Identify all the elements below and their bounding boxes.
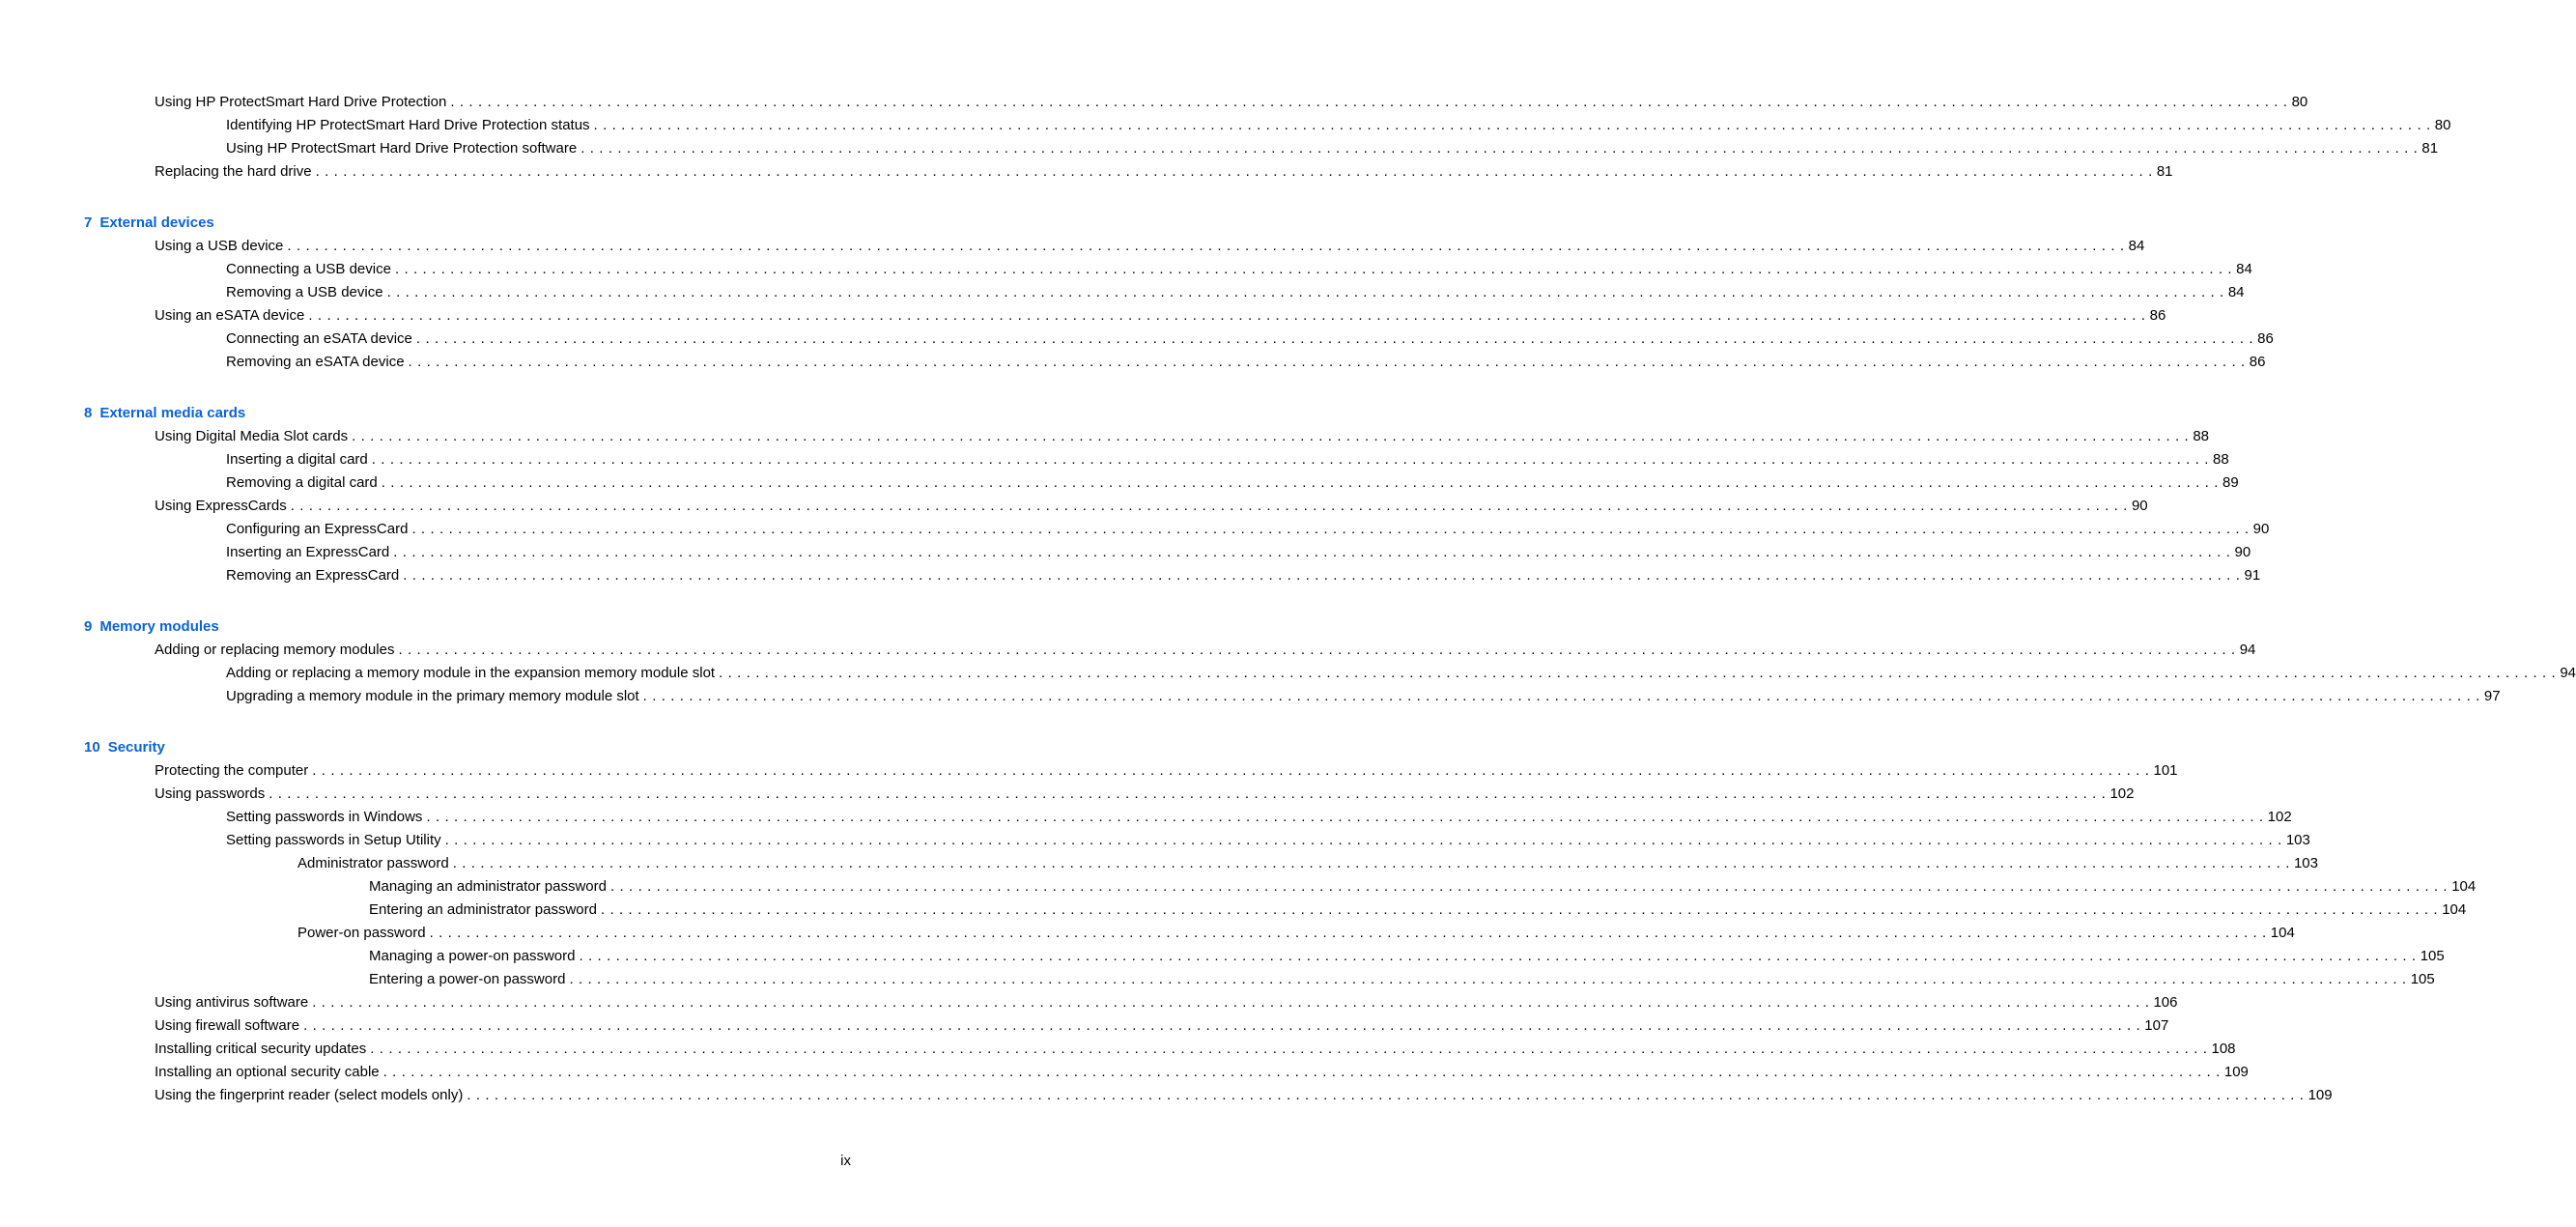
- toc-entry-page: 94: [2239, 642, 2256, 658]
- chapter-title: Security: [107, 739, 165, 756]
- toc-entry[interactable]: [369, 900, 2467, 920]
- toc-entry-title: Adding or replacing a memory module in the expansion memory module slot: [226, 665, 716, 681]
- chapter-number: 10: [84, 739, 100, 756]
- toc-entry-page: 107: [2144, 1017, 2169, 1034]
- dot-leader: . . . . . . . . . . . . . . . . . . . . . . . . . . . . . . . . . . . . . . . . . . . . . . . . . . . . . . . . . . . . . . . . . . . . . . . . . . . . . . . . . . . . . . . . . . . . . . . . . . . . . . . . . . . . . . . . . . . . . . . . . . . . . . . . . . . . . . . . . . . . . . . . . . . . . . . . . . . . . . . . . . . . . . . . . . . . . . . . . . . . . . . . . . . . . . . . . . . . . . . .: [381, 474, 2219, 491]
- dot-leader: . . . . . . . . . . . . . . . . . . . . . . . . . . . . . . . . . . . . . . . . . . . . . . . . . . . . . . . . . . . . . . . . . . . . . . . . . . . . . . . . . . . . . . . . . . . . . . . . . . . . . . . . . . . . . . . . . . . . . . . . . . . . . . . . . . . . . . . . . . . . . . . . . . . . . . . . . . . . . . . . . . . . . . . . . . . . . . . . . . . . . . . . . . . . . . . . . . . . . . . .: [408, 354, 2246, 370]
- toc-entry-title: Setting passwords in Setup Utility: [226, 832, 441, 848]
- toc-entry-page: 90: [2234, 544, 2251, 560]
- toc-entry-title: Installing an optional security cable: [155, 1064, 380, 1080]
- dot-leader: . . . . . . . . . . . . . . . . . . . . . . . . . . . . . . . . . . . . . . . . . . . . . . . . . . . . . . . . . . . . . . . . . . . . . . . . . . . . . . . . . . . . . . . . . . . . . . . . . . . . . . . . . . . . . . . . . . . . . . . . . . . . . . . . . . . . . . . . . . . . . . . . . . . . . . . . . . . . . . . . . . . . . . . . . . . . . . . . . . . . . . . . . . . . . . . . . . . . . . . .: [303, 1017, 2141, 1034]
- toc-entry-page: 94: [2560, 665, 2576, 681]
- toc-entry[interactable]: [226, 329, 2274, 349]
- toc-entry[interactable]: [226, 566, 2261, 585]
- toc-entry[interactable]: [155, 785, 2135, 804]
- toc-entry[interactable]: [155, 93, 2308, 112]
- toc-entry-title: Managing a power-on password: [369, 948, 576, 964]
- toc-entry-page: 91: [2244, 567, 2261, 584]
- toc-entry[interactable]: [155, 1016, 2169, 1036]
- toc-entry-page: 103: [2293, 855, 2318, 871]
- dot-leader: . . . . . . . . . . . . . . . . . . . . . . . . . . . . . . . . . . . . . . . . . . . . . . . . . . . . . . . . . . . . . . . . . . . . . . . . . . . . . . . . . . . . . . . . . . . . . . . . . . . . . . . . . . . . . . . . . . . . . . . . . . . . . . . . . . . . . . . . . . . . . . . . . . . . . . . . . . . . . . . . . . . . . . . . . . . . . . . . . . . . . . . . . . . . . . . . . . . . . . . .: [371, 451, 2209, 468]
- toc-entry-title: Entering an administrator password: [369, 901, 597, 918]
- chapter-heading[interactable]: [84, 738, 165, 757]
- toc-entry-title: Removing an eSATA device: [226, 354, 405, 370]
- toc-entry-page: 86: [2257, 330, 2274, 347]
- toc-entry-title: Administrator password: [297, 855, 449, 871]
- chapter-heading[interactable]: [84, 404, 245, 423]
- toc-entry-page: 108: [2211, 1041, 2236, 1057]
- toc-entry[interactable]: [369, 947, 2445, 966]
- toc-entry-page: 102: [2267, 809, 2292, 825]
- toc-entry[interactable]: [155, 237, 2145, 256]
- toc-entry-title: Using firewall software: [155, 1017, 300, 1034]
- dot-leader: . . . . . . . . . . . . . . . . . . . . . . . . . . . . . . . . . . . . . . . . . . . . . . . . . . . . . . . . . . . . . . . . . . . . . . . . . . . . . . . . . . . . . . . . . . . . . . . . . . . . . . . . . . . . . . . . . . . . . . . . . . . . . . . . . . . . . . . . . . . . . . . . . . . . . . . . . . . . . . . . . . . . . . . . . . . . . . . . . . . . . . . . . . . . . . . . . . . . . . . .: [352, 428, 2190, 444]
- dot-leader: . . . . . . . . . . . . . . . . . . . . . . . . . . . . . . . . . . . . . . . . . . . . . . . . . . . . . . . . . . . . . . . . . . . . . . . . . . . . . . . . . . . . . . . . . . . . . . . . . . . . . . . . . . . . . . . . . . . . . . . . . . . . . . . . . . . . . . . . . . . . . . . . . . . . . . . . . . . . . . . . . . . . . . . . . . . . . . . . . . . . . . . . . . . . . . . . . . . . . . . .: [403, 567, 2241, 584]
- toc-entry-title: Setting passwords in Windows: [226, 809, 423, 825]
- dot-leader: . . . . . . . . . . . . . . . . . . . . . . . . . . . . . . . . . . . . . . . . . . . . . . . . . . . . . . . . . . . . . . . . . . . . . . . . . . . . . . . . . . . . . . . . . . . . . . . . . . . . . . . . . . . . . . . . . . . . . . . . . . . . . . . . . . . . . . . . . . . . . . . . . . . . . . . . . . . . . . . . . . . . . . . . . . . . . . . . . . . . . . . . . . . . . . . . . . . . . . . .: [450, 94, 2288, 110]
- dot-leader: . . . . . . . . . . . . . . . . . . . . . . . . . . . . . . . . . . . . . . . . . . . . . . . . . . . . . . . . . . . . . . . . . . . . . . . . . . . . . . . . . . . . . . . . . . . . . . . . . . . . . . . . . . . . . . . . . . . . . . . . . . . . . . . . . . . . . . . . . . . . . . . . . . . . . . . . . . . . . . . . . . . . . . . . . . . . . . . . . . . . . . . . . . . . . . . . . . . . . . . .: [394, 261, 2233, 277]
- toc-entry-page: 84: [2128, 238, 2145, 254]
- toc-entry-title: Using the fingerprint reader (select models only): [155, 1087, 464, 1103]
- dot-leader: . . . . . . . . . . . . . . . . . . . . . . . . . . . . . . . . . . . . . . . . . . . . . . . . . . . . . . . . . . . . . . . . . . . . . . . . . . . . . . . . . . . . . . . . . . . . . . . . . . . . . . . . . . . . . . . . . . . . . . . . . . . . . . . . . . . . . . . . . . . . . . . . . . . . . . . . . . . . . . . . . . . . . . . . . . . . . . . . . . . . . . . . . . . . . . . . . . . . . . . .: [444, 832, 2282, 848]
- dot-leader: . . . . . . . . . . . . . . . . . . . . . . . . . . . . . . . . . . . . . . . . . . . . . . . . . . . . . . . . . . . . . . . . . . . . . . . . . . . . . . . . . . . . . . . . . . . . . . . . . . . . . . . . . . . . . . . . . . . . . . . . . . . . . . . . . . . . . . . . . . . . . . . . . . . . . . . . . . . . . . . . . . . . . . . . . . . . . . . . . . . . . . . . . . . . . . . . . . . . . . . .: [269, 785, 2107, 802]
- dot-leader: . . . . . . . . . . . . . . . . . . . . . . . . . . . . . . . . . . . . . . . . . . . . . . . . . . . . . . . . . . . . . . . . . . . . . . . . . . . . . . . . . . . . . . . . . . . . . . . . . . . . . . . . . . . . . . . . . . . . . . . . . . . . . . . . . . . . . . . . . . . . . . . . . . . . . . . . . . . . . . . . . . . . . . . . . . . . . . . . . . . . . . . . . . . . . . . . . . . . . . . .: [308, 307, 2146, 324]
- toc-entry[interactable]: [155, 306, 2166, 326]
- dot-leader: . . . . . . . . . . . . . . . . . . . . . . . . . . . . . . . . . . . . . . . . . . . . . . . . . . . . . . . . . . . . . . . . . . . . . . . . . . . . . . . . . . . . . . . . . . . . . . . . . . . . . . . . . . . . . . . . . . . . . . . . . . . . . . . . . . . . . . . . . . . . . . . . . . . . . . . . . . . . . . . . . . . . . . . . . . . . . . . . . . . . . . . . . . . . . . . . . . . . . . . .: [382, 1064, 2221, 1080]
- toc-entry-page: 81: [2156, 163, 2173, 180]
- dot-leader: . . . . . . . . . . . . . . . . . . . . . . . . . . . . . . . . . . . . . . . . . . . . . . . . . . . . . . . . . . . . . . . . . . . . . . . . . . . . . . . . . . . . . . . . . . . . . . . . . . . . . . . . . . . . . . . . . . . . . . . . . . . . . . . . . . . . . . . . . . . . . . . . . . . . . . . . . . . . . . . . . . . . . . . . . . . . . . . . . . . . . . . . . . . . . . . . . . . . . . . .: [600, 901, 2439, 918]
- toc-entry-title: Removing a digital card: [226, 474, 378, 491]
- toc-entry[interactable]: [226, 831, 2310, 850]
- chapter-heading[interactable]: [84, 214, 214, 233]
- toc-entry-page: 86: [2149, 307, 2166, 324]
- dot-leader: . . . . . . . . . . . . . . . . . . . . . . . . . . . . . . . . . . . . . . . . . . . . . . . . . . . . . . . . . . . . . . . . . . . . . . . . . . . . . . . . . . . . . . . . . . . . . . . . . . . . . . . . . . . . . . . . . . . . . . . . . . . . . . . . . . . . . . . . . . . . . . . . . . . . . . . . . . . . . . . . . . . . . . . . . . . . . . . . . . . . . . . . . . . . . . . . . . . . . . . .: [429, 925, 2267, 941]
- toc-entry[interactable]: [155, 1040, 2236, 1059]
- toc-entry-page: 80: [2434, 117, 2451, 133]
- toc-entry-page: 88: [2193, 428, 2210, 444]
- dot-leader: . . . . . . . . . . . . . . . . . . . . . . . . . . . . . . . . . . . . . . . . . . . . . . . . . . . . . . . . . . . . . . . . . . . . . . . . . . . . . . . . . . . . . . . . . . . . . . . . . . . . . . . . . . . . . . . . . . . . . . . . . . . . . . . . . . . . . . . . . . . . . . . . . . . . . . . . . . . . . . . . . . . . . . . . . . . . . . . . . . . . . . . . . . . . . . . . . . . . . . . .: [315, 163, 2153, 180]
- toc-entry-title: Removing an ExpressCard: [226, 567, 400, 584]
- toc-entry-title: Replacing the hard drive: [155, 163, 312, 180]
- page-number: ix: [840, 1153, 851, 1169]
- toc-entry-page: 90: [2131, 498, 2148, 514]
- toc-entry-page: 104: [2442, 901, 2467, 918]
- toc-entry-title: Using ExpressCards: [155, 498, 287, 514]
- chapter-title: External devices: [99, 214, 214, 231]
- dot-leader: . . . . . . . . . . . . . . . . . . . . . . . . . . . . . . . . . . . . . . . . . . . . . . . . . . . . . . . . . . . . . . . . . . . . . . . . . . . . . . . . . . . . . . . . . . . . . . . . . . . . . . . . . . . . . . . . . . . . . . . . . . . . . . . . . . . . . . . . . . . . . . . . . . . . . . . . . . . . . . . . . . . . . . . . . . . . . . . . . . . . . . . . . . . . . . . . . . . . . . . .: [386, 284, 2224, 300]
- toc-entry[interactable]: [297, 854, 2318, 873]
- toc-entry[interactable]: [155, 993, 2178, 1013]
- toc-entry[interactable]: [155, 162, 2173, 182]
- chapter-heading[interactable]: [84, 617, 219, 637]
- toc-entry-page: 105: [2410, 971, 2435, 987]
- toc-entry-title: Using antivirus software: [155, 994, 309, 1011]
- toc-entry-page: 86: [2249, 354, 2266, 370]
- dot-leader: . . . . . . . . . . . . . . . . . . . . . . . . . . . . . . . . . . . . . . . . . . . . . . . . . . . . . . . . . . . . . . . . . . . . . . . . . . . . . . . . . . . . . . . . . . . . . . . . . . . . . . . . . . . . . . . . . . . . . . . . . . . . . . . . . . . . . . . . . . . . . . . . . . . . . . . . . . . . . . . . . . . . . . . . . . . . . . . . . . . . . . . . . . . . . . . . . . . . . . . .: [569, 971, 2407, 987]
- chapter-number: 8: [84, 405, 93, 421]
- dot-leader: . . . . . . . . . . . . . . . . . . . . . . . . . . . . . . . . . . . . . . . . . . . . . . . . . . . . . . . . . . . . . . . . . . . . . . . . . . . . . . . . . . . . . . . . . . . . . . . . . . . . . . . . . . . . . . . . . . . . . . . . . . . . . . . . . . . . . . . . . . . . . . . . . . . . . . . . . . . . . . . . . . . . . . . . . . . . . . . . . . . . . . . . . . . . . . . . . . . . . . . .: [426, 809, 2264, 825]
- toc-entry[interactable]: [226, 353, 2266, 372]
- toc-entry-title: Connecting an eSATA device: [226, 330, 412, 347]
- dot-leader: . . . . . . . . . . . . . . . . . . . . . . . . . . . . . . . . . . . . . . . . . . . . . . . . . . . . . . . . . . . . . . . . . . . . . . . . . . . . . . . . . . . . . . . . . . . . . . . . . . . . . . . . . . . . . . . . . . . . . . . . . . . . . . . . . . . . . . . . . . . . . . . . . . . . . . . . . . . . . . . . . . . . . . . . . . . . . . . . . . . . . . . . . . . . . . . . . . . . . . . .: [393, 544, 2231, 560]
- dot-leader: . . . . . . . . . . . . . . . . . . . . . . . . . . . . . . . . . . . . . . . . . . . . . . . . . . . . . . . . . . . . . . . . . . . . . . . . . . . . . . . . . . . . . . . . . . . . . . . . . . . . . . . . . . . . . . . . . . . . . . . . . . . . . . . . . . . . . . . . . . . . . . . . . . . . . . . . . . . . . . . . . . . . . . . . . . . . . . . . . . . . . . . . . . . . . . . . . . . . . . . .: [467, 1087, 2305, 1103]
- toc-entry[interactable]: [155, 497, 2148, 516]
- toc-entry-title: Using Digital Media Slot cards: [155, 428, 349, 444]
- toc-entry-page: 90: [2252, 521, 2270, 537]
- chapter-title: Memory modules: [99, 618, 219, 635]
- toc-entry[interactable]: [226, 687, 2501, 706]
- toc-entry-page: 80: [2291, 94, 2308, 110]
- toc-entry[interactable]: [226, 543, 2251, 562]
- toc-entry-page: 104: [2451, 878, 2477, 895]
- toc-entry-page: 109: [2307, 1087, 2333, 1103]
- toc-entry[interactable]: [155, 641, 2256, 660]
- toc-entry-title: Using an eSATA device: [155, 307, 305, 324]
- toc-entry-title: Power-on password: [297, 925, 426, 941]
- toc-entry[interactable]: [226, 283, 2245, 302]
- toc-entry[interactable]: [226, 116, 2451, 135]
- toc-entry[interactable]: [369, 970, 2435, 989]
- toc-entry[interactable]: [226, 473, 2239, 493]
- toc-entry[interactable]: [155, 761, 2178, 781]
- toc-entry-page: 88: [2212, 451, 2229, 468]
- toc-entry[interactable]: [226, 520, 2270, 539]
- toc-entry-title: Entering a power-on password: [369, 971, 566, 987]
- dot-leader: . . . . . . . . . . . . . . . . . . . . . . . . . . . . . . . . . . . . . . . . . . . . . . . . . . . . . . . . . . . . . . . . . . . . . . . . . . . . . . . . . . . . . . . . . . . . . . . . . . . . . . . . . . . . . . . . . . . . . . . . . . . . . . . . . . . . . . . . . . . . . . . . . . . . . . . . . . . . . . . . . . . . . . . . . . . . . . . . . . . . . . . . . . . . . . . . . . . . . . . .: [719, 665, 2557, 681]
- toc-entry-title: Using HP ProtectSmart Hard Drive Protection software: [226, 140, 578, 157]
- toc-entry-title: Using a USB device: [155, 238, 284, 254]
- dot-leader: . . . . . . . . . . . . . . . . . . . . . . . . . . . . . . . . . . . . . . . . . . . . . . . . . . . . . . . . . . . . . . . . . . . . . . . . . . . . . . . . . . . . . . . . . . . . . . . . . . . . . . . . . . . . . . . . . . . . . . . . . . . . . . . . . . . . . . . . . . . . . . . . . . . . . . . . . . . . . . . . . . . . . . . . . . . . . . . . . . . . . . . . . . . . . . . . . . . . . . . .: [609, 878, 2449, 895]
- toc-entry[interactable]: [155, 1063, 2249, 1082]
- dot-leader: . . . . . . . . . . . . . . . . . . . . . . . . . . . . . . . . . . . . . . . . . . . . . . . . . . . . . . . . . . . . . . . . . . . . . . . . . . . . . . . . . . . . . . . . . . . . . . . . . . . . . . . . . . . . . . . . . . . . . . . . . . . . . . . . . . . . . . . . . . . . . . . . . . . . . . . . . . . . . . . . . . . . . . . . . . . . . . . . . . . . . . . . . . . . . . . . . . . . . . . .: [452, 855, 2290, 871]
- toc-entry-page: 81: [2421, 140, 2439, 157]
- toc-entry-title: Adding or replacing memory modules: [155, 642, 395, 658]
- toc-entry[interactable]: [226, 450, 2229, 470]
- toc-entry-title: Inserting an ExpressCard: [226, 544, 390, 560]
- toc-entry[interactable]: [155, 1086, 2333, 1105]
- toc-entry[interactable]: [226, 260, 2252, 279]
- dot-leader: . . . . . . . . . . . . . . . . . . . . . . . . . . . . . . . . . . . . . . . . . . . . . . . . . . . . . . . . . . . . . . . . . . . . . . . . . . . . . . . . . . . . . . . . . . . . . . . . . . . . . . . . . . . . . . . . . . . . . . . . . . . . . . . . . . . . . . . . . . . . . . . . . . . . . . . . . . . . . . . . . . . . . . . . . . . . . . . . . . . . . . . . . . . . . . . . . . . . . . . .: [287, 238, 2125, 254]
- toc-entry-page: 106: [2153, 994, 2178, 1011]
- toc-entry[interactable]: [297, 924, 2295, 943]
- toc-entry-page: 97: [2483, 688, 2501, 704]
- dot-leader: . . . . . . . . . . . . . . . . . . . . . . . . . . . . . . . . . . . . . . . . . . . . . . . . . . . . . . . . . . . . . . . . . . . . . . . . . . . . . . . . . . . . . . . . . . . . . . . . . . . . . . . . . . . . . . . . . . . . . . . . . . . . . . . . . . . . . . . . . . . . . . . . . . . . . . . . . . . . . . . . . . . . . . . . . . . . . . . . . . . . . . . . . . . . . . . . . . . . . . . .: [312, 994, 2150, 1011]
- toc-entry-title: Configuring an ExpressCard: [226, 521, 409, 537]
- toc-entry-title: Inserting a digital card: [226, 451, 368, 468]
- toc-entry[interactable]: [226, 139, 2439, 158]
- toc-entry[interactable]: [226, 664, 2576, 683]
- toc-entry-page: 109: [2223, 1064, 2249, 1080]
- toc-entry-page: 102: [2109, 785, 2135, 802]
- dot-leader: . . . . . . . . . . . . . . . . . . . . . . . . . . . . . . . . . . . . . . . . . . . . . . . . . . . . . . . . . . . . . . . . . . . . . . . . . . . . . . . . . . . . . . . . . . . . . . . . . . . . . . . . . . . . . . . . . . . . . . . . . . . . . . . . . . . . . . . . . . . . . . . . . . . . . . . . . . . . . . . . . . . . . . . . . . . . . . . . . . . . . . . . . . . . . . . . . . . . . . . .: [398, 642, 2236, 658]
- toc-entry-title: Using HP ProtectSmart Hard Drive Protection: [155, 94, 447, 110]
- toc-entry-title: Installing critical security updates: [155, 1041, 367, 1057]
- toc-entry-title: Protecting the computer: [155, 762, 309, 779]
- toc-entry[interactable]: [226, 808, 2292, 827]
- toc-entry-title: Managing an administrator password: [369, 878, 607, 895]
- dot-leader: . . . . . . . . . . . . . . . . . . . . . . . . . . . . . . . . . . . . . . . . . . . . . . . . . . . . . . . . . . . . . . . . . . . . . . . . . . . . . . . . . . . . . . . . . . . . . . . . . . . . . . . . . . . . . . . . . . . . . . . . . . . . . . . . . . . . . . . . . . . . . . . . . . . . . . . . . . . . . . . . . . . . . . . . . . . . . . . . . . . . . . . . . . . . . . . . . . . . . . . .: [411, 521, 2250, 537]
- toc-entry-page: 103: [2285, 832, 2310, 848]
- chapter-number: 7: [84, 214, 93, 231]
- chapter-title: External media cards: [99, 405, 246, 421]
- dot-leader: . . . . . . . . . . . . . . . . . . . . . . . . . . . . . . . . . . . . . . . . . . . . . . . . . . . . . . . . . . . . . . . . . . . . . . . . . . . . . . . . . . . . . . . . . . . . . . . . . . . . . . . . . . . . . . . . . . . . . . . . . . . . . . . . . . . . . . . . . . . . . . . . . . . . . . . . . . . . . . . . . . . . . . . . . . . . . . . . . . . . . . . . . . . . . . . . . . . . . . . .: [580, 140, 2419, 157]
- chapter-number: 9: [84, 618, 93, 635]
- dot-leader: . . . . . . . . . . . . . . . . . . . . . . . . . . . . . . . . . . . . . . . . . . . . . . . . . . . . . . . . . . . . . . . . . . . . . . . . . . . . . . . . . . . . . . . . . . . . . . . . . . . . . . . . . . . . . . . . . . . . . . . . . . . . . . . . . . . . . . . . . . . . . . . . . . . . . . . . . . . . . . . . . . . . . . . . . . . . . . . . . . . . . . . . . . . . . . . . . . . . . . . .: [312, 762, 2150, 779]
- toc-entry[interactable]: [369, 877, 2477, 897]
- toc-entry[interactable]: [155, 427, 2210, 446]
- toc-entry-page: 105: [2420, 948, 2445, 964]
- toc-entry-page: 101: [2153, 762, 2178, 779]
- toc-entry-page: 89: [2222, 474, 2239, 491]
- toc-entry-title: Upgrading a memory module in the primary memory module slot: [226, 688, 639, 704]
- toc-entry-title: Removing a USB device: [226, 284, 383, 300]
- toc-entry-page: 84: [2227, 284, 2245, 300]
- toc-entry-page: 104: [2270, 925, 2295, 941]
- toc-entry-title: Using passwords: [155, 785, 266, 802]
- dot-leader: . . . . . . . . . . . . . . . . . . . . . . . . . . . . . . . . . . . . . . . . . . . . . . . . . . . . . . . . . . . . . . . . . . . . . . . . . . . . . . . . . . . . . . . . . . . . . . . . . . . . . . . . . . . . . . . . . . . . . . . . . . . . . . . . . . . . . . . . . . . . . . . . . . . . . . . . . . . . . . . . . . . . . . . . . . . . . . . . . . . . . . . . . . . . . . . . . . . . . . . .: [593, 117, 2431, 133]
- toc-entry-title: Connecting a USB device: [226, 261, 391, 277]
- dot-leader: . . . . . . . . . . . . . . . . . . . . . . . . . . . . . . . . . . . . . . . . . . . . . . . . . . . . . . . . . . . . . . . . . . . . . . . . . . . . . . . . . . . . . . . . . . . . . . . . . . . . . . . . . . . . . . . . . . . . . . . . . . . . . . . . . . . . . . . . . . . . . . . . . . . . . . . . . . . . . . . . . . . . . . . . . . . . . . . . . . . . . . . . . . . . . . . . . . . . . . . .: [642, 688, 2480, 704]
- dot-leader: . . . . . . . . . . . . . . . . . . . . . . . . . . . . . . . . . . . . . . . . . . . . . . . . . . . . . . . . . . . . . . . . . . . . . . . . . . . . . . . . . . . . . . . . . . . . . . . . . . . . . . . . . . . . . . . . . . . . . . . . . . . . . . . . . . . . . . . . . . . . . . . . . . . . . . . . . . . . . . . . . . . . . . . . . . . . . . . . . . . . . . . . . . . . . . . . . . . . . . . .: [370, 1041, 2208, 1057]
- toc-entry-title: Identifying HP ProtectSmart Hard Drive Protection status: [226, 117, 590, 133]
- toc-entry-page: 84: [2236, 261, 2252, 277]
- dot-leader: . . . . . . . . . . . . . . . . . . . . . . . . . . . . . . . . . . . . . . . . . . . . . . . . . . . . . . . . . . . . . . . . . . . . . . . . . . . . . . . . . . . . . . . . . . . . . . . . . . . . . . . . . . . . . . . . . . . . . . . . . . . . . . . . . . . . . . . . . . . . . . . . . . . . . . . . . . . . . . . . . . . . . . . . . . . . . . . . . . . . . . . . . . . . . . . . . . . . . . . .: [415, 330, 2254, 347]
- dot-leader: . . . . . . . . . . . . . . . . . . . . . . . . . . . . . . . . . . . . . . . . . . . . . . . . . . . . . . . . . . . . . . . . . . . . . . . . . . . . . . . . . . . . . . . . . . . . . . . . . . . . . . . . . . . . . . . . . . . . . . . . . . . . . . . . . . . . . . . . . . . . . . . . . . . . . . . . . . . . . . . . . . . . . . . . . . . . . . . . . . . . . . . . . . . . . . . . . . . . . . . .: [290, 498, 2128, 514]
- dot-leader: . . . . . . . . . . . . . . . . . . . . . . . . . . . . . . . . . . . . . . . . . . . . . . . . . . . . . . . . . . . . . . . . . . . . . . . . . . . . . . . . . . . . . . . . . . . . . . . . . . . . . . . . . . . . . . . . . . . . . . . . . . . . . . . . . . . . . . . . . . . . . . . . . . . . . . . . . . . . . . . . . . . . . . . . . . . . . . . . . . . . . . . . . . . . . . . . . . . . . . . .: [579, 948, 2417, 964]
